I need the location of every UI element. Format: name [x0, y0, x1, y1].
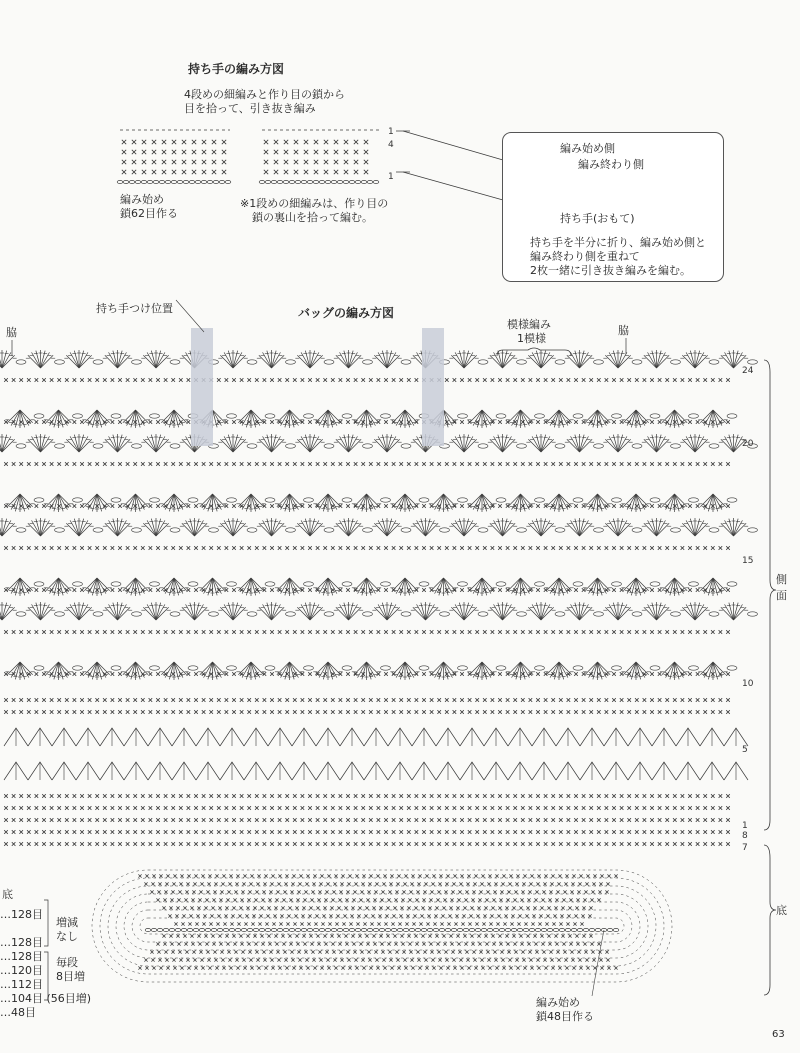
bottom-label: 底 [776, 904, 787, 917]
box-instruction-3: 2枚一緒に引き抜き編みを編む。 [530, 264, 691, 277]
handle-position-label: 持ち手つけ位置 [96, 302, 173, 315]
handle-note-bottom-2: 鎖の裏山を拾って編む。 [252, 211, 373, 224]
bag-start-label-1: 編み始め [536, 996, 580, 1009]
handle-row-number-4: 4 [388, 140, 394, 150]
bag-stitch-chart [0, 350, 758, 846]
handle-stitch-chart [117, 130, 410, 184]
bottom-oval-chart [92, 870, 672, 982]
bag-row-8: 8 [742, 831, 748, 841]
legend-row-3: …128目 [0, 950, 43, 963]
bag-chart-title: バッグの編み方図 [298, 306, 395, 320]
handle-row-number-1a: 1 [388, 127, 394, 137]
bag-row-7: 7 [742, 843, 748, 853]
bag-start-label-2: 鎖48目作る [536, 1010, 594, 1023]
bag-row-10: 10 [742, 679, 754, 689]
legend-row-5: …112目 [0, 978, 43, 991]
box-instruction-2: 編み終わり側を重ねて [530, 250, 640, 263]
bag-row-1: 1 [742, 821, 748, 831]
handle-position-bands [191, 328, 444, 446]
bag-row-15: 15 [742, 556, 754, 566]
box-label-handle: 持ち手(おもて) [560, 212, 635, 225]
side-label-1: 側 [776, 573, 787, 586]
legend-group-inc-1: 毎段 [56, 956, 78, 969]
legend-group-same-1: 増減 [56, 916, 78, 929]
box-instruction-1: 持ち手を半分に折り、編み始め側と [530, 236, 706, 249]
handle-start-label-1: 編み始め [120, 193, 164, 206]
pattern-repeat-label-2: 1模様 [517, 332, 546, 345]
pattern-repeat-label-1: 模様編み [507, 318, 551, 331]
legend-group-inc-2: 8目増 [56, 970, 85, 983]
box-label-end: 編み終わり側 [578, 158, 644, 171]
legend-group-same-2: なし [56, 930, 78, 943]
handle-note-top-2: 目を拾って、引き抜き編み [184, 102, 316, 115]
handle-note-top-1: 4段めの細編みと作り目の鎖から [184, 88, 345, 101]
side-marker-left: 脇 [6, 326, 17, 339]
bag-row-5: 5 [742, 745, 748, 755]
page-number: 63 [772, 1029, 785, 1040]
handle-start-label-2: 鎖62目作る [120, 207, 178, 220]
handle-chart-title: 持ち手の編み方図 [188, 62, 285, 76]
legend-row-4: …120目 [0, 964, 43, 977]
handle-note-bottom-1: ※1段めの細編みは、作り目の [240, 197, 389, 210]
legend-row-2: …128目 [0, 936, 43, 949]
legend-row-1: …128目 [0, 908, 43, 921]
handle-row-number-1b: 1 [388, 172, 394, 182]
bag-row-24: 24 [742, 366, 754, 376]
side-label-2: 面 [776, 589, 787, 602]
bag-row-20: 20 [742, 439, 754, 449]
legend-row-7: …48目 [0, 1006, 36, 1019]
legend-title: 底 [2, 888, 13, 901]
side-marker-right: 脇 [618, 324, 629, 337]
legend-row-6: …104目 (56目増) [0, 992, 92, 1005]
box-label-start: 編み始め側 [560, 142, 615, 155]
